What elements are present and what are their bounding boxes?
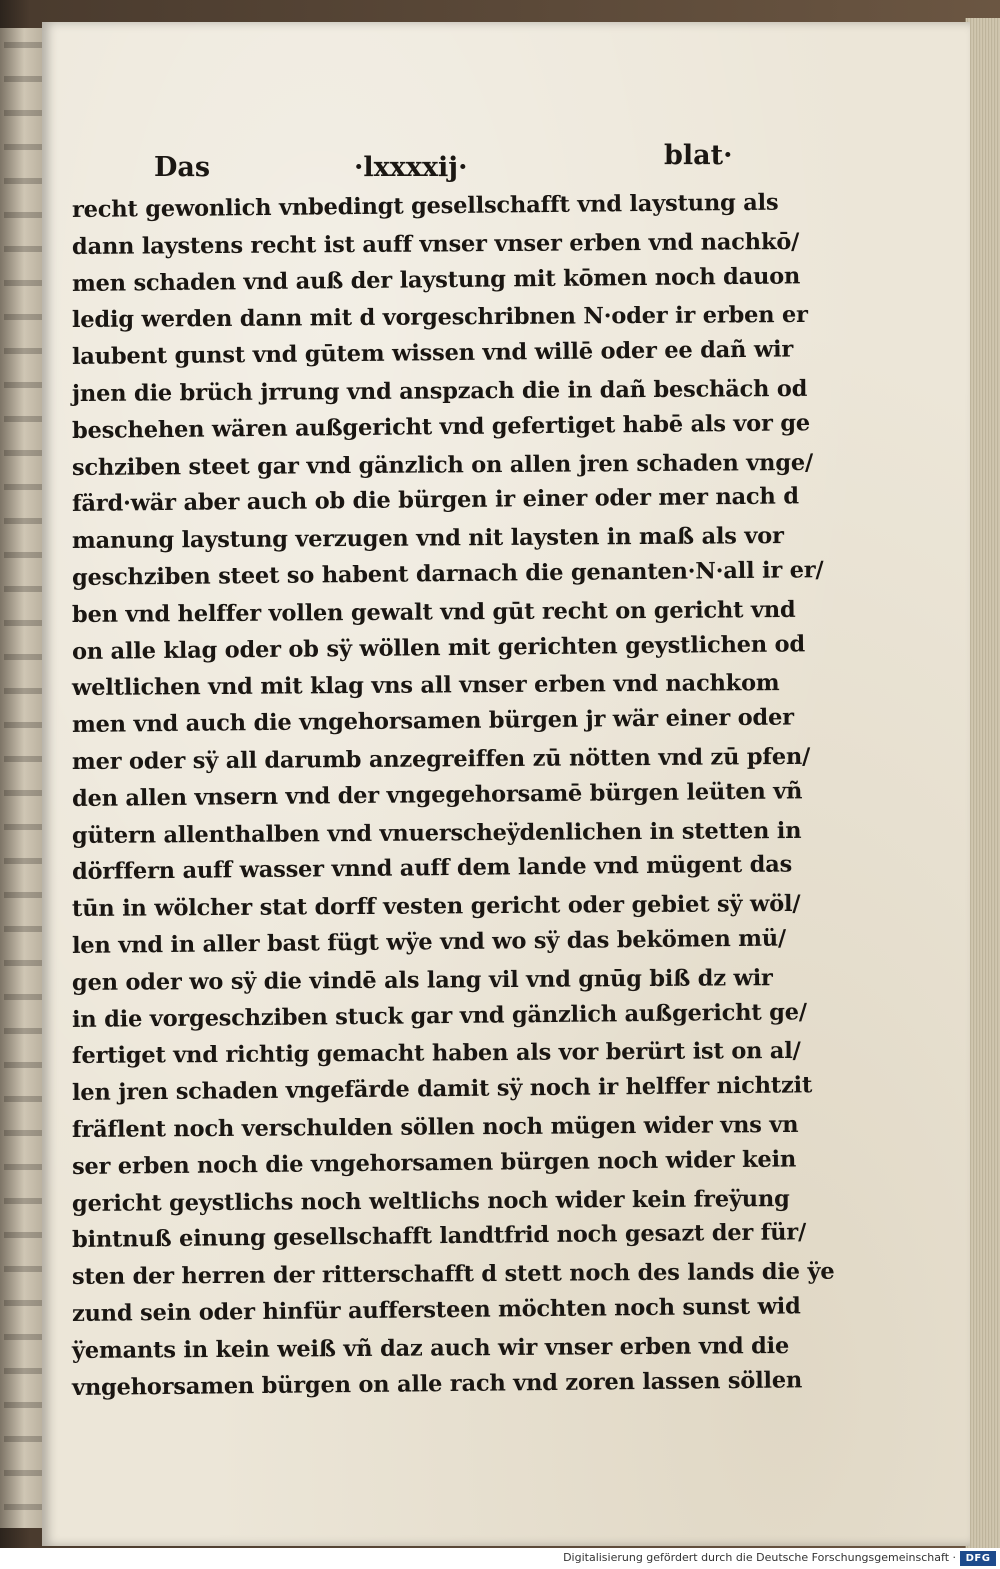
text-line: fräflent noch verschulden söllen noch mügen wider vns vn [71, 1111, 799, 1143]
text-line: dörffern auff wasser vnnd auff dem lande vnd mügent das [71, 851, 793, 886]
text-line: manung laystung verzugen vnd nit laysten in maß als vor [71, 523, 784, 555]
text-line: tūn in wölcher stat dorff vesten gericht oder gebiet sÿ wöl/ [71, 891, 801, 923]
text-line: vngehorsamen bürgen on alle rach vnd zoren lassen söllen [71, 1366, 803, 1401]
text-line: recht gewonlich vnbedingt gesellschafft vnd laystung als [71, 189, 779, 223]
footer-bar [0, 1548, 1000, 1569]
text-line: mer oder sÿ all darumb anzegreiffen zū nötten vnd zū pfen/ [71, 743, 811, 775]
folio-number: ·lxxxxij· [354, 152, 468, 183]
text-line: gericht geystlichs noch weltlichs noch wider kein freÿung [71, 1185, 790, 1217]
text-line: jnen die brüch jrrung vnd anspzach die in dañ beschäch od [71, 375, 808, 407]
text-line: ÿemants in kein weiß vñ daz auch wir vnser erben vnd die [71, 1332, 790, 1364]
facing-page-edge [0, 28, 46, 1528]
text-line: zund sein oder hinfür aufferstеen möchten noch sunst wid [71, 1293, 801, 1327]
text-line: men schaden vnd auß der laystung mit kōmen noch dauon [71, 262, 801, 297]
text-line: geschziben steet so habent darnach die genanten·N·all ir er/ [71, 557, 824, 591]
text-line: laubent gunst vnd gūtem wissen vnd willē oder ee dañ wir [71, 336, 794, 371]
text-line: in die vorgeschziben stuck gar vnd gänzlich außgericht ge/ [71, 998, 807, 1033]
text-line: len vnd in aller bast fügt wÿe vnd wo sÿ das bekömen mü/ [71, 925, 787, 959]
text-line: on alle klag oder ob sÿ wöllen mit gerichten geystlichen od [71, 630, 806, 665]
text-line: men vnd auch die vngehorsamen bürgen jr wär einer oder [71, 704, 794, 739]
text-line: len jren schaden vngefärde damit sÿ noch ir helffer nichtzit [71, 1072, 813, 1107]
text-line: ser erben noch die vngehorsamen bürgen noch wider kein [71, 1146, 797, 1180]
text-line: gütern allenthalben vnd vnuerscheÿdenlichen in stetten in [71, 817, 802, 849]
body-text [71, 189, 835, 1406]
funding-credit: Digitalisierung gefördert durch die Deutsche Forschungsgemeinschaft · [563, 1551, 956, 1564]
header-left: Das [154, 152, 211, 183]
page-stack-edges [965, 18, 1000, 1548]
text-line: sten der herren der ritterschafft d stett noch des lands die ÿe [71, 1258, 835, 1291]
text-line: beschehen wären außgericht vnd gefertiget habē als vor ge [71, 410, 811, 444]
text-line: den allen vnsern vnd der vngegehorsamē bürgen leüten vñ [71, 778, 803, 812]
text-line: schziben steet gar vnd gänzlich on allen jren schaden vnge/ [71, 449, 814, 481]
facing-page-text-bleed [4, 28, 42, 1528]
text-line: ledig werden dann mit d vorgeschribnen N·oder ir erben er [71, 302, 808, 334]
text-line: ben vnd helffer vollen gewalt vnd gūt recht on gericht vnd [71, 596, 796, 628]
book-page [42, 22, 970, 1546]
dfg-logo: DFG [960, 1551, 996, 1566]
header-right: blat· [664, 140, 733, 171]
text-line: fertiget vnd richtig gemacht haben als vor berürt ist on al/ [71, 1038, 801, 1070]
text-line: färd·wär aber auch ob die bürgen ir einer oder mer nach d [71, 483, 799, 518]
text-line: dann laystens recht ist auff vnser vnser erben vnd nachkō/ [71, 228, 800, 260]
text-line: weltlichen vnd mit klag vns all vnser erben vnd nachkom [71, 670, 780, 702]
text-line: gen oder wo sÿ die vindē als lang vil vnd gnūg biß dz wir [71, 964, 773, 996]
text-line: bintnuß einung gesellschafft landtfrid noch gesazt der für/ [71, 1219, 807, 1254]
